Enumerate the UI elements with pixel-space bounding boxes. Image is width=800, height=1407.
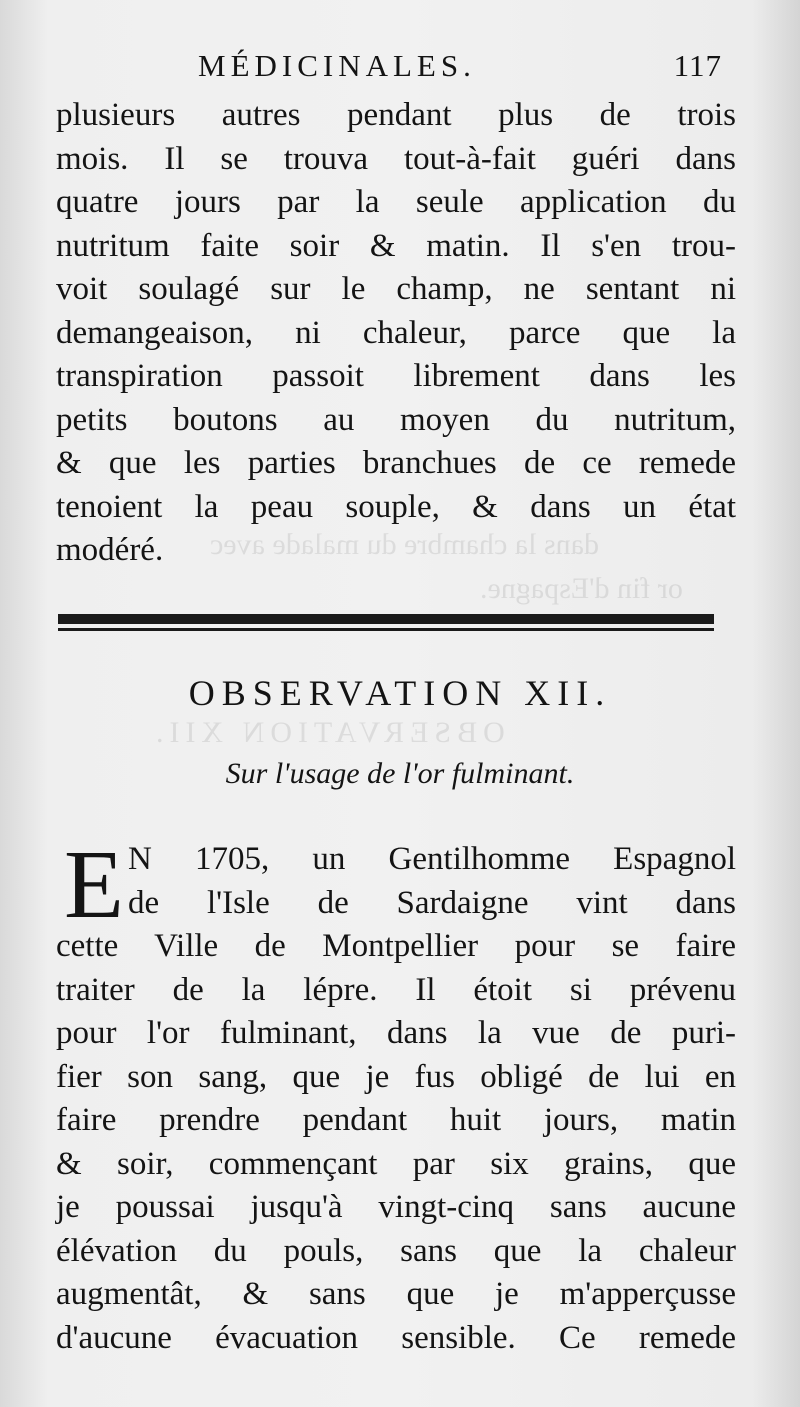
text-line: & soir, commençant par six grains, que xyxy=(56,1145,736,1182)
observation-subtitle: Sur l'usage de l'or fulminant. xyxy=(225,757,575,790)
text-line: cette Ville de Montpellier pour se faire xyxy=(56,928,736,964)
text-line: modéré. xyxy=(56,532,164,568)
bleed-through-text: or fin d'Espagne. xyxy=(480,572,683,605)
text-line: petits boutons au moyen du nutritum, xyxy=(56,401,736,438)
text-line: voit soulagé sur le champ, ne sentant ni xyxy=(56,271,736,307)
bleed-through-text: dans la chambre du malade avec xyxy=(210,528,599,561)
text-line: quatre jours par la seule application du xyxy=(56,184,736,220)
text-line: élévation du pouls, sans que la chaleur xyxy=(56,1232,736,1269)
text-line: nutritum faite soir & matin. Il s'en trou- xyxy=(56,227,736,264)
text-line: de l'Isle de Sardaigne vint dans xyxy=(128,884,736,921)
section-divider-thin xyxy=(58,628,714,631)
text-line: je poussai jusqu'à vingt-cinq sans aucune xyxy=(56,1189,736,1225)
observation-body xyxy=(56,831,736,1360)
page-number: 117 xyxy=(673,48,722,83)
drop-cap: E xyxy=(64,831,124,939)
text-line: d'aucune évacuation sensible. Ce remede xyxy=(56,1319,736,1356)
text-line: N 1705, un Gentilhomme Espagnol xyxy=(128,841,736,877)
text-line: demangeaison, ni chaleur, parce que la xyxy=(56,314,736,351)
text-line: faire prendre pendant huit jours, matin xyxy=(56,1102,736,1138)
observation-title: OBSERVATION XII. xyxy=(188,673,612,713)
text-line: traiter de la lépre. Il étoit si prévenu xyxy=(56,971,736,1008)
text-line: fier son sang, que je fus obligé de lui en xyxy=(56,1058,736,1095)
section-divider-thick xyxy=(58,614,714,624)
text-line: pour l'or fulminant, dans la vue de puri- xyxy=(56,1015,736,1051)
text-line: augmentât, & sans que je m'apperçusse xyxy=(56,1276,736,1312)
running-title: MÉDICINALES. xyxy=(198,48,476,83)
text-line: plusieurs autres pendant plus de trois xyxy=(56,97,736,133)
text-line: transpiration passoit librement dans les xyxy=(56,358,736,394)
page-header xyxy=(190,48,730,88)
paragraph-continued xyxy=(56,94,736,573)
text-line: & que les parties branchues de ce remede xyxy=(56,445,736,481)
text-line: mois. Il se trouva tout-à-fait guéri dans xyxy=(56,140,736,177)
bleed-through-text: OBSERVATION XII. xyxy=(150,716,505,749)
text-line: tenoient la peau souple, & dans un état xyxy=(56,488,736,525)
